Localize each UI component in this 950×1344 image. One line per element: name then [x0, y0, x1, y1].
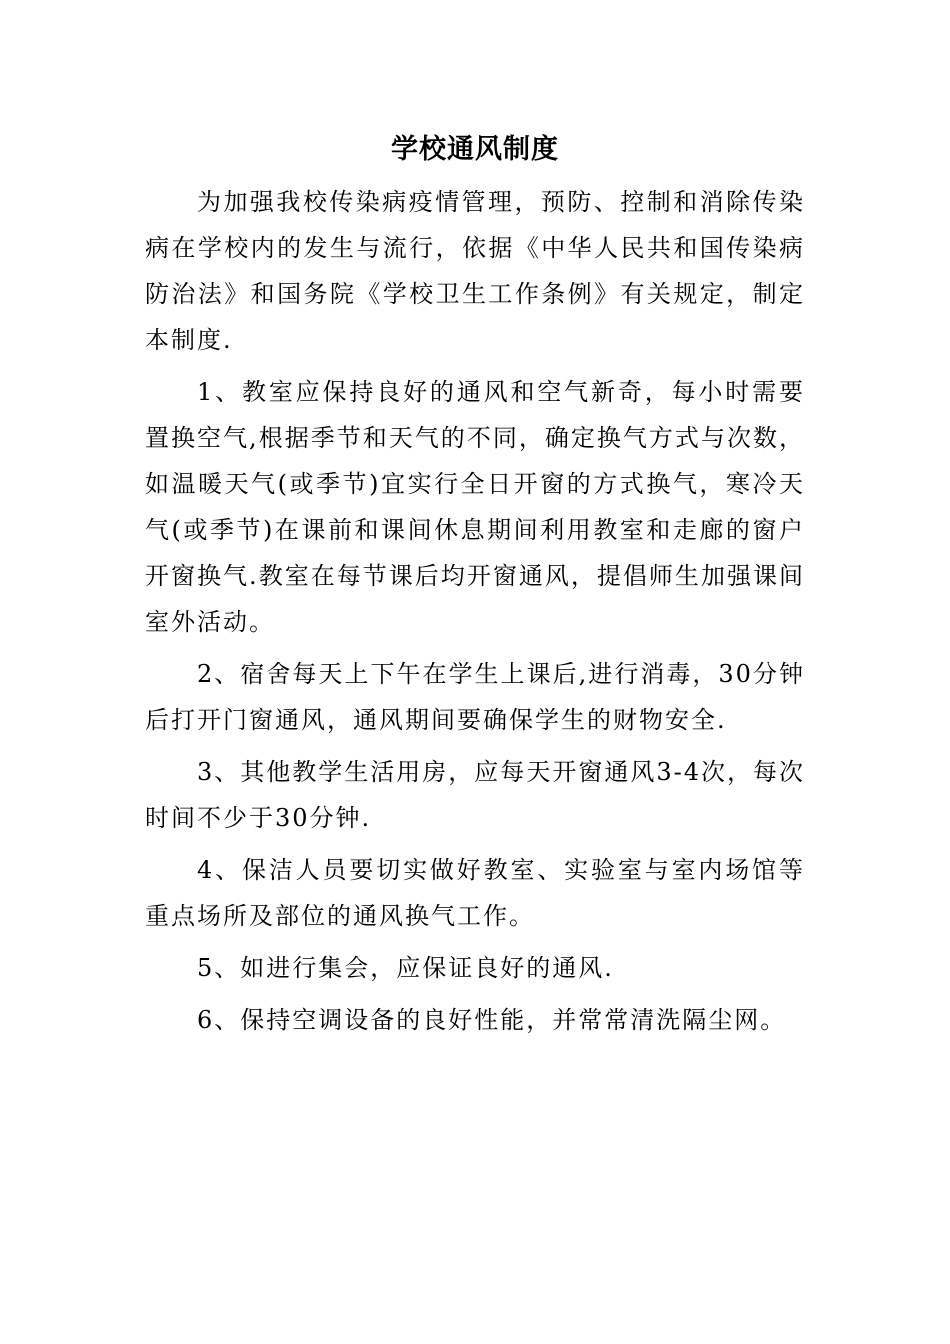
- paragraph-item-6: 6、保持空调设备的良好性能，并常常清洗隔尘网。: [197, 1006, 787, 1034]
- document-title: 学校通风制度: [391, 134, 559, 165]
- paragraph-item-3: 3、其他教学生活用房，应每天开窗通风3-4次，每次时间不少于30分钟.: [145, 758, 805, 832]
- paragraph-item-5: 5、如进行集会，应保证良好的通风.: [197, 954, 614, 982]
- paragraph-item-1: 1、教室应保持良好的通风和空气新奇，每小时需要置换空气,根据季节和天气的不同，确定换气方式与次数，如温暖天气(或季节)宜实行全日开窗的方式换气，寒冷天气(或季节)在课前和课间休息期间利用教室和走廊的窗户开窗换气.教室在每节课后均开窗通风，提倡师生加强课间室外活动。: [145, 378, 805, 636]
- paragraph-intro: 为加强我校传染病疫情管理，预防、控制和消除传染病在学校内的发生与流行，依据《中华人民共和国传染病防治法》和国务院《学校卫生工作条例》有关规定，制定本制度.: [145, 188, 805, 354]
- paragraph-item-2: 2、宿舍每天上下午在学生上课后,进行消毒，30分钟后打开门窗通风，通风期间要确保学生的财物安全.: [145, 660, 805, 734]
- paragraph-item-4: 4、保洁人员要切实做好教室、实验室与室内场馆等重点场所及部位的通风换气工作。: [145, 856, 805, 930]
- document-body: [145, 179, 805, 1043]
